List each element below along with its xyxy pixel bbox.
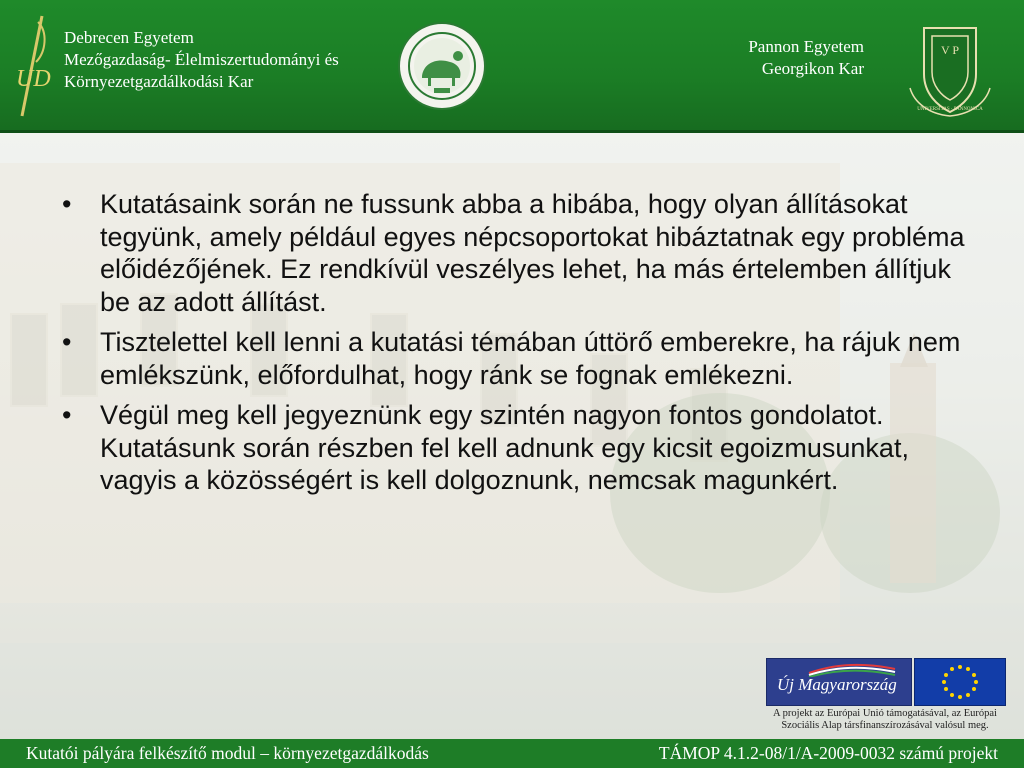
bullet-text: Tisztelettel kell lenni a kutatási témában úttörő emberekre, ha rájuk nem emlékszünk, előfordulhat, hogy ránk se fognak emlékezni.: [100, 327, 961, 390]
funding-caption: A projekt az Európai Unió támogatásával, az Európai Szociális Alap társfinanszírozásával valósul meg.: [773, 708, 997, 731]
header-bar: [0, 0, 1024, 133]
footer-module-title: Kutatói pályára felkészítő modul – környezetgazdálkodás: [26, 743, 429, 763]
bullet-marker: •: [62, 400, 72, 430]
bullet-text: Végül meg kell jegyeznünk egy szintén nagyon fontos gondolatot. Kutatásunk során részben fel kell adnunk egy kicsit egoizmusunkat, vagyis a közösségért is kell dolgoznunk, nemcsak magunkért.: [100, 400, 909, 495]
bullet-item: [56, 326, 968, 391]
host-line-3: Környezetgazdálkodási Kar: [64, 72, 254, 91]
university-debrecen-logo: [8, 12, 56, 122]
uj-magyarorszag-text: Új Magyarország: [777, 675, 897, 694]
footer-project-id: TÁMOP 4.1.2-08/1/A-2009-0032 számú projekt: [658, 743, 998, 763]
partner-line-2: Georgikon Kar: [761, 59, 864, 78]
pannon-university-crest: [904, 18, 996, 118]
crest-motto: UNIVERSITAS · PANNONICA: [917, 107, 983, 112]
partner-university-name: [748, 36, 864, 80]
crest-letters: V P: [940, 43, 960, 57]
uj-magyarorszag-logo: [766, 658, 912, 706]
host-line-2: Mezőgazdaság- Élelmiszertudományi és: [64, 50, 339, 69]
bullet-marker: •: [62, 189, 72, 219]
partner-line-1: Pannon Egyetem: [748, 37, 864, 56]
ud-logo-text: UD: [16, 66, 51, 92]
faculty-seal-logo: [398, 22, 486, 110]
funding-logos: [762, 656, 1012, 740]
bullet-item: [56, 399, 968, 497]
bullet-item: [56, 188, 968, 318]
host-university-name: [64, 27, 339, 93]
bullet-marker: •: [62, 327, 72, 357]
footer-bar: [0, 739, 1024, 768]
eu-flag-icon: [914, 658, 1006, 706]
host-line-1: Debrecen Egyetem: [64, 28, 194, 47]
bullet-text: Kutatásaink során ne fussunk abba a hibába, hogy olyan állításokat tegyünk, amely például egyes népcsoportokat hibáztatnak egy probléma előidézőjének. Ez rendkívül veszélyes lehet, ha más értelemben állítjuk be az adott állítást.: [100, 189, 965, 317]
bullet-list: [56, 188, 968, 505]
